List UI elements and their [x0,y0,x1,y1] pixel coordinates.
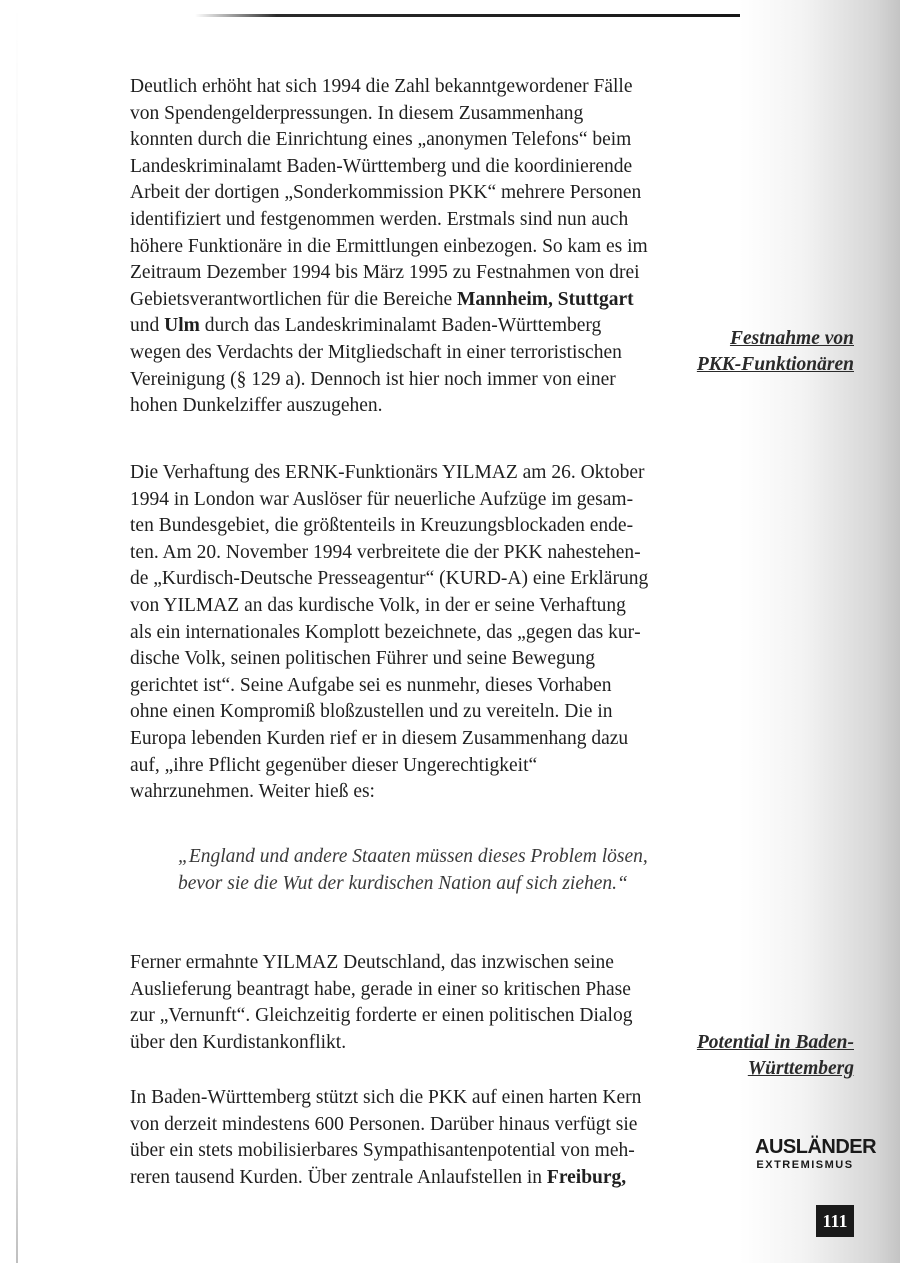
paragraph-3: Ferner ermahnte YILMAZ Deutschland, das inzwischen seine Auslieferung beantragt habe, gerade in einer so kritischen Phase zur „Vernunft“. Gleichzeitig forderte er einen politischen Dialog über den Kurdistankonflikt. [130,952,633,1053]
paragraph-1-text-c: durch das Landeskriminalamt Baden-Württemberg wegen des Verdachts der Mitgliedschaft in einer terroristischen Vereinigung (§ 129 a). Dennoch ist hier noch immer von einer hohen Dunkelziffer auszugehen. [130,315,622,417]
paragraph-2: Die Verhaftung des ERNK-Funktionärs YILMAZ am 26. Oktober 1994 in London war Auslöser für neuerliche Aufzüge im gesamten Bundesgebiet, die größtenteils in Kreuzungsblockaden endeten. Am 20. November 1994 verbreitete die der PKK nahestehende „Kurdisch-Deutsche Presseagentur“ (KURD-A) eine Erklärung von YILMAZ an das kurdische Volk, in der er seine Verhaftung als ein internationales Komplott bezeichnete, das „gegen das kurdische Volk, seinen politischen Führer und seine Bewegung gerichtet ist“. Seine Aufgabe sei es nunmehr, dieses Vorhaben ohne einen Kompromiß bloßzustellen und zu vereiteln. Die in Europa lebenden Kurden rief er in diesem Zusammenhang dazu auf, „ihre Pflicht gegenüber dieser Ungerechtigkeit“ wahrzunehmen. Weiter hieß es: [130,462,649,803]
logo-sub-text: EXTREMISMUS [756,1159,854,1171]
paragraph-1-text-a: Deutlich erhöht hat sich 1994 die Zahl bekanntgewordener Fälle von Spendengelderpressungen. In diesem Zusammenhang konnten durch die Einrichtung eines „anonymen Telefons“ beim Landeskriminalamt Baden-Württemberg und die koordinierende Arbeit der dortigen „Sonderkommission PKK“ mehrere Personen identifiziert und festgenommen werden. Erstmals sind nun auch höhere Funktionäre in die Ermittlungen einbezogen. So kam es im Zeitraum Dezember 1994 bis März 1995 zu Festnahmen von drei Gebietsverantwortlichen für die Bereiche [130,76,648,310]
logo-main-text: AUSLÄNDER [755,1136,877,1158]
margin-note-potential-line1: Potential in Baden- [696,1032,854,1053]
paragraph-4-text: In Baden-Württemberg stützt sich die PKK auf einen harten Kern von derzeit mindestens 600 Personen. Darüber hinaus verfügt sie über ein stets mobilisierbares Sympathisantenpotential von mehreren tausend Kurden. Über zentrale Anlaufstellen in [130,1087,642,1188]
city-ulm: Ulm [164,315,200,337]
quote: „England und andere Staaten müssen dieses Problem lösen, bevor sie die Wut der kurdischen Nation auf sich ziehen.“ [178,846,648,894]
margin-note-festnahme [654,326,854,378]
paragraph-4 [130,1085,650,1191]
paragraph-1 [130,74,650,420]
margin-note-potential [654,1030,854,1082]
margin-note-festnahme-line2: PKK-Funktionären [696,354,854,375]
city-mannheim-stuttgart: Mannheim, Stuttgart [457,288,634,310]
city-freiburg: Freiburg, [546,1166,627,1188]
page-number: 111 [816,1205,854,1237]
margin-note-potential-line2: Württemberg [747,1058,854,1079]
auslaender-extremismus-logo-icon [755,1136,877,1172]
paragraph-1-text-b: und [130,315,165,337]
page-edge [16,0,18,1263]
margin-note-festnahme-line1: Festnahme von [729,328,854,349]
